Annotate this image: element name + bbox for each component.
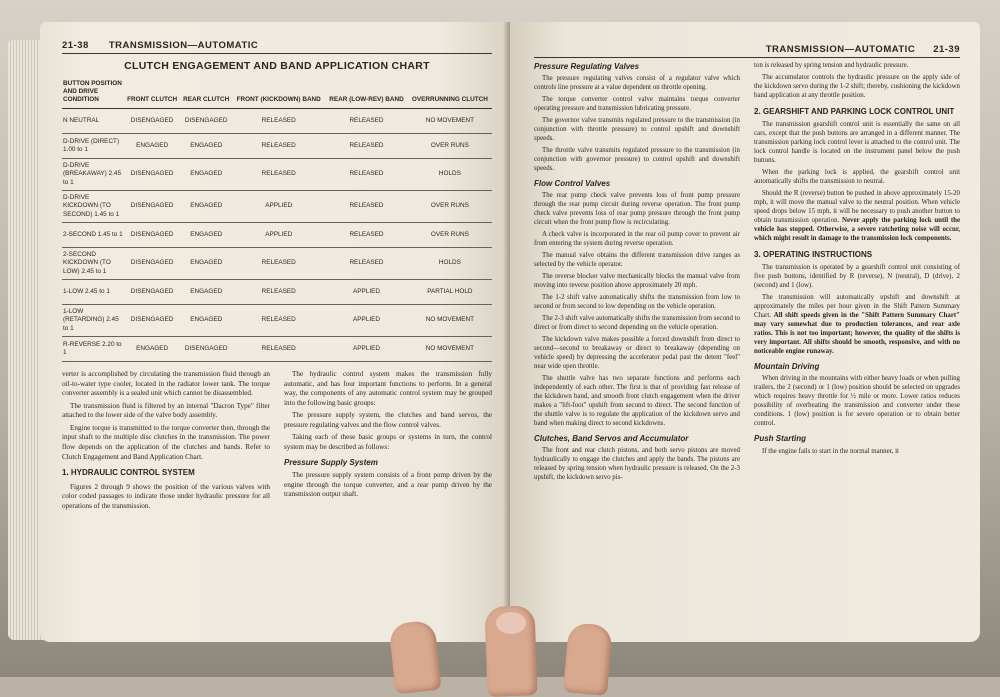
table-cell: ENGAGED <box>180 159 232 191</box>
paragraph: ton is released by spring tension and hydraulic pressure. <box>754 62 909 69</box>
left-column-2 <box>284 370 492 515</box>
table-cell: D-DRIVE KICKDOWN (TO SECOND) 1.45 to 1 <box>62 190 124 222</box>
paragraph: The pressure supply system consists of a front pump driven by the engine through the torque converter, and a rear pump driven by the transmission output shaft. <box>284 471 492 499</box>
paragraph: The 1-2 shift valve automatically shifts the transmission from low to second or from second to low depending on the vehicle operation. <box>534 294 740 311</box>
left-body-columns <box>62 370 492 515</box>
table-row <box>62 159 492 191</box>
paragraph: The throttle valve transmits regulated pressure to the transmission (in conjunction with governor pressure) to control upshift and downshift speeds. <box>534 147 740 173</box>
table-cell: ENGAGED <box>180 304 232 336</box>
table-cell: DISENGAGED <box>180 336 232 361</box>
table-cell: RELEASED <box>325 134 408 159</box>
column-header: FRONT (KICKDOWN) BAND <box>232 78 325 109</box>
clutch-band-chart <box>62 78 492 362</box>
paragraph: The kickdown valve makes possible a forced downshift from direct to second—second to breakaway or direct to breakaway (depending on vehicle speed) by depressing the accelerator pedal past the detent "feel" near wide open throttle. <box>534 336 740 370</box>
table-cell: OVER RUNS <box>408 222 492 247</box>
paragraph: verter is accomplished by circulating the transmission fluid through an oil-to-water type cooler, located in the radiator lower tank. The torque converter assembly is a sealed unit which cannot be disassembled. <box>62 369 270 398</box>
column-header: REAR CLUTCH <box>180 78 232 109</box>
subsection-heading: Mountain Driving <box>754 361 820 371</box>
table-cell: OVER RUNS <box>408 134 492 159</box>
table-cell: ENGAGED <box>180 247 232 279</box>
section-heading: 3. OPERATING INSTRUCTIONS <box>754 249 873 259</box>
table-cell: NO MOVEMENT <box>408 304 492 336</box>
fingernail <box>496 612 526 634</box>
column-header: FRONT CLUTCH <box>124 78 180 109</box>
column-header: REAR (LOW-REV) BAND <box>325 78 408 109</box>
table-row <box>62 304 492 336</box>
paragraph: The transmission fluid is filtered by an internal "Dacron Type" filter attached to the lower side of the valve body assembly. <box>62 401 270 420</box>
column-header: OVERRUNNING CLUTCH <box>408 78 492 109</box>
table-cell: ENGAGED <box>180 222 232 247</box>
table-cell: DISENGAGED <box>124 247 180 279</box>
table-cell: RELEASED <box>325 190 408 222</box>
subsection-heading: Pressure Supply System <box>284 457 378 467</box>
right-running-head <box>534 44 960 58</box>
finger <box>388 620 441 694</box>
table-cell: RELEASED <box>325 109 408 134</box>
table-cell: DISENGAGED <box>124 190 180 222</box>
paragraph: The pressure regulating valves consist of a regulator valve which controls line pressure at a value dependent on throttle opening. <box>534 75 740 92</box>
table-cell: DISENGAGED <box>124 279 180 304</box>
left-page-number: 21-38 <box>62 40 89 51</box>
section-heading: 2. GEARSHIFT AND PARKING LOCK CONTROL UNIT <box>754 106 955 116</box>
table-cell: 2-SECOND KICKDOWN (TO LOW) 2.45 to 1 <box>62 247 124 279</box>
left-running-title: TRANSMISSION—AUTOMATIC <box>108 40 259 51</box>
paragraph: The 2-3 shift valve automatically shifts the transmission from second to direct or from direct to second depending on the vehicle operation. <box>534 315 740 332</box>
paragraph: Figures 2 through 9 shows the position of the various valves with color coded passages to indicate those under hydraulic pressure for all operations of the transmission. <box>62 482 270 510</box>
chart-title: CLUTCH ENGAGEMENT AND BAND APPLICATION CHART <box>124 60 430 72</box>
table-row <box>62 279 492 304</box>
table-cell: APPLIED <box>232 190 325 222</box>
table-cell: RELEASED <box>232 336 325 361</box>
paragraph-text: Should the R (reverse) button be pushed in above approximately 15-20 mph, it will move the manual valve to the neutral position. When vehicle speed drops below 15 mph, it will be necessary to push another button to obtain transmission operation. <box>754 190 960 224</box>
paragraph: When driving in the mountains with either heavy loads or when pulling trailers, the 2 (second) or 1 (low) position should be selected on upgrades which requires heavy throttle for ½ mile or more. Lower ratios reduces possibility of overheating the transmission and converter under these conditions. 1 (low) position is for severe operation or to obtain better control. <box>754 375 960 428</box>
chart-header-row <box>62 78 492 109</box>
paragraph: When the parking lock is applied, the gearshift control unit automatically shifts the transmission to neutral. <box>754 169 960 186</box>
paragraph: The transmission gearshift control unit is essentially the same on all cars, except that the push buttons are arranged in a different manner. The transmission parking lock control lever is attached to the control unit. The lock control handle is located on the instrument panel below the push buttons. <box>754 121 960 165</box>
table-cell: APPLIED <box>232 222 325 247</box>
paragraph: The shuttle valve has two separate functions and performs each independently of each other. The first is that of providing fast release of the kickdown band, and smooth front clutch engagement when the driver makes a "lift-foot" upshift from second to direct. The second function of the shuttle valve is to regulate the application of the kickdown servo and band when making direct to second kickdowns. <box>534 374 740 427</box>
paragraph: The front and rear clutch pistons, and both servo pistons are moved hydraulically to engage the clutches and apply the bands. The pistons are released by spring tension when hydraulic pressure is released. On the 2-3 upshift, the kickdown servo pis- <box>534 447 740 482</box>
table-cell: RELEASED <box>325 159 408 191</box>
table-row <box>62 222 492 247</box>
table-cell: RELEASED <box>232 159 325 191</box>
table-cell: D-DRIVE (DIRECT) 1.00 to 1 <box>62 134 124 159</box>
table-cell: APPLIED <box>325 279 408 304</box>
column-header: BUTTON POSITION AND DRIVE CONDITION <box>62 78 124 109</box>
paragraph: The rear pump check valve prevents loss of front pump pressure through the rear pump circuit during reverse operation. The front pump check valve prevents loss of rear pump pressure through the front pump circuit when the front pump flow is recirculating. <box>534 192 740 227</box>
table-cell: ENGAGED <box>124 336 180 361</box>
table-row <box>62 190 492 222</box>
paragraph: The manual valve obtains the different transmission drive ranges as selected by the vehicle operator. <box>534 252 740 269</box>
table-cell: ENGAGED <box>180 279 232 304</box>
table-cell: DISENGAGED <box>124 109 180 134</box>
table-cell: RELEASED <box>232 134 325 159</box>
table-cell: DISENGAGED <box>180 109 232 134</box>
table-cell: DISENGAGED <box>124 304 180 336</box>
left-page <box>40 22 510 642</box>
table-cell: D-DRIVE (BREAKAWAY) 2.45 to 1 <box>62 159 124 191</box>
table-cell: OVER RUNS <box>408 190 492 222</box>
table-cell: DISENGAGED <box>124 159 180 191</box>
table-row <box>62 336 492 361</box>
subsection-heading: Clutches, Band Servos and Accumulator <box>534 433 689 443</box>
table-cell: RELEASED <box>232 304 325 336</box>
right-page <box>510 22 980 642</box>
table-cell: RELEASED <box>325 247 408 279</box>
subsection-heading: Push Starting <box>754 434 807 444</box>
table-cell: 1-LOW 2.45 to 1 <box>62 279 124 304</box>
table-row <box>62 134 492 159</box>
right-column-1 <box>534 62 740 486</box>
right-running-title: TRANSMISSION—AUTOMATIC <box>765 44 916 55</box>
paragraph: Taking each of these basic groups or systems in turn, the control system may be described as follows: <box>284 433 492 451</box>
table-cell: ENGAGED <box>180 190 232 222</box>
paragraph: The transmission is operated by a gearshift control unit consisting of five push buttons, identified by R (reverse), N (neutral), D (drive), 2 (second) and 1 (low). <box>754 264 960 290</box>
table-cell: DISENGAGED <box>124 222 180 247</box>
paragraph-text: The transmission will automatically upshift and downshift at approximately the miles per hour given in the Shift Pattern Summary Chart. <box>754 294 960 320</box>
table-row <box>62 109 492 134</box>
table-cell: RELEASED <box>232 109 325 134</box>
paragraph: The torque converter control valve maintains torque converter operating pressure and transmission lubricating pressure. <box>534 96 740 113</box>
table-cell: RELEASED <box>232 279 325 304</box>
warning-text: Never apply the parking lock until the vehicle has stopped. Otherwise, a severe ratcheting noise will occur, which might result in damage to the transmission lock components. <box>754 216 961 242</box>
subsection-heading: Pressure Regulating Valves <box>534 62 640 71</box>
table-cell: RELEASED <box>325 222 408 247</box>
table-cell: PARTIAL HOLD <box>408 279 492 304</box>
table-cell: 1-LOW (RETARDING) 2.45 to 1 <box>62 304 124 336</box>
subsection-heading: Flow Control Valves <box>534 179 611 189</box>
paragraph: If the engine fails to start in the normal manner, it <box>762 447 899 455</box>
table-cell: ENGAGED <box>180 134 232 159</box>
table-cell: ENGAGED <box>124 134 180 159</box>
table-cell: APPLIED <box>325 304 408 336</box>
paragraph <box>754 294 960 357</box>
table-cell: R-REVERSE 2.20 to 1 <box>62 336 124 361</box>
paragraph: Engine torque is transmitted to the torque converter then, through the input shaft to the multiple disc clutches in the transmission. The power flow depends on the application of the clutches and bands. Refer to Clutch Engagement and Band Application Chart. <box>62 423 270 461</box>
table-cell: APPLIED <box>325 336 408 361</box>
table-cell: NO MOVEMENT <box>408 336 492 361</box>
table-cell: HOLDS <box>408 247 492 279</box>
paragraph <box>754 190 960 244</box>
paragraph: The pressure supply system, the clutches and band servos, the pressure regulating valves and the flow control valves. <box>284 411 492 429</box>
section-heading: 1. HYDRAULIC CONTROL SYSTEM <box>62 468 195 478</box>
right-body-columns <box>534 62 960 486</box>
right-column-2 <box>754 62 960 486</box>
paragraph: A check valve is incorporated in the rear oil pump cover to prevent air from entering the system during reverse operation. <box>534 231 740 248</box>
left-running-head <box>62 40 492 54</box>
table-cell: NO MOVEMENT <box>408 109 492 134</box>
table-cell: HOLDS <box>408 159 492 191</box>
left-column-1 <box>62 370 270 515</box>
table-cell: 2-SECOND 1.45 to 1 <box>62 222 124 247</box>
table-row <box>62 247 492 279</box>
paragraph: The governor valve transmits regulated pressure to the transmission (in conjunction with throttle pressure) to control upshift and downshift speeds. <box>534 117 740 143</box>
paragraph: The accumulator controls the hydraulic pressure on the apply side of the kickdown servo during the 1-2 shift; thereby, cushioning the kickdown band application at any throttle position. <box>754 73 960 99</box>
paragraph: The reverse blocker valve mechanically blocks the manual valve from moving into reverse position above approximately 20 mph. <box>534 273 740 290</box>
table-cell: N NEUTRAL <box>62 109 124 134</box>
paragraph: The hydraulic control system makes the transmission fully automatic, and has four important functions to perform. In a general way, the components of any automatic control system may be grouped into the following basic groups: <box>284 369 492 407</box>
table-cell: RELEASED <box>232 247 325 279</box>
right-page-number: 21-39 <box>933 44 960 55</box>
finger <box>563 622 613 696</box>
note-text: All shift speeds given in the "Shift Pattern Summary Chart" may vary somewhat due to production tolerances, and rear axle ratios. This is not too important; however, the quality of the shifts is very important. All shifts should be smooth, responsive, and with no noticeable engine runaway. <box>754 312 960 355</box>
